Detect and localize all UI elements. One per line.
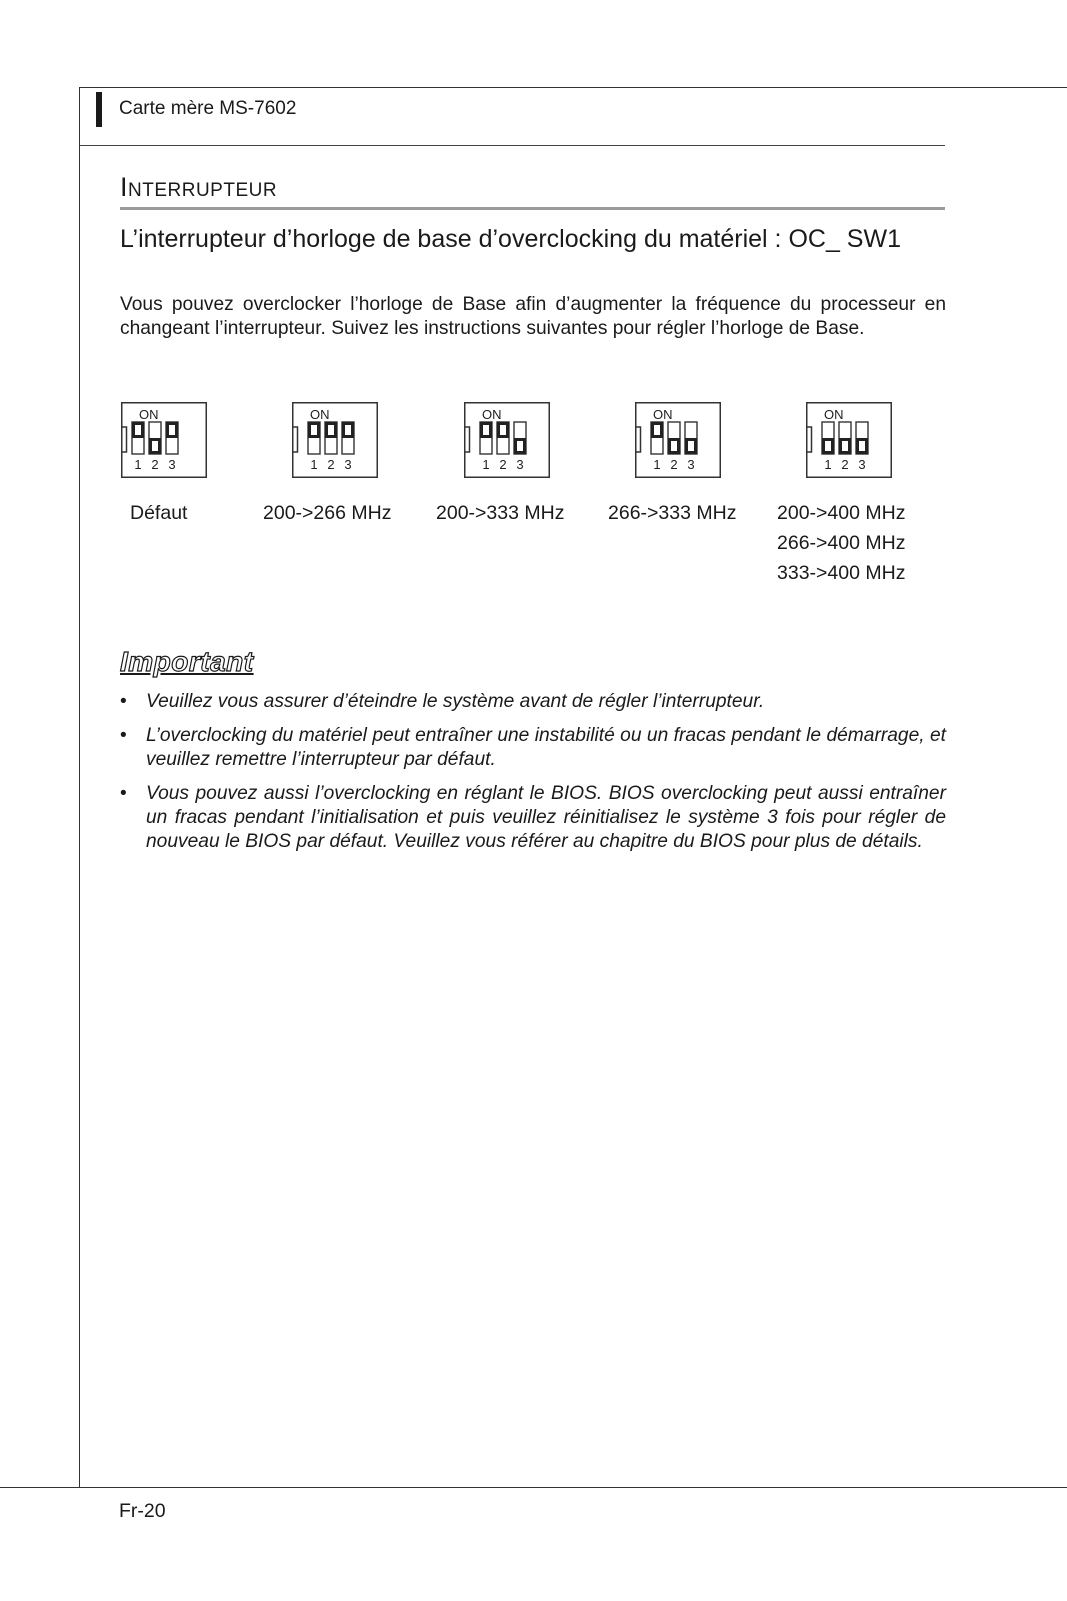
list-item xyxy=(120,782,946,854)
dip-lever-on xyxy=(168,424,177,437)
switch-setting-line: 266->333 MHz xyxy=(608,502,737,524)
dip-lever-on xyxy=(134,424,143,437)
switch-setting-line: 333->400 MHz xyxy=(777,562,906,584)
switch-setting-line: 266->400 MHz xyxy=(777,532,906,554)
section-title-rest: NTERRUPTEUR xyxy=(128,180,278,201)
dip-number: 3 xyxy=(858,457,866,472)
dip-number: 3 xyxy=(687,457,695,472)
section-title-initial: I xyxy=(120,172,129,202)
dip-lever-off xyxy=(516,440,525,453)
note-text: Veuillez vous assurer d’éteindre le système avant de régler l’interrupteur. xyxy=(146,691,765,712)
switch-setting-label xyxy=(436,498,564,528)
header-rule xyxy=(80,145,945,146)
dip-switch-diagram xyxy=(464,402,550,478)
dip-lever-on xyxy=(482,424,491,437)
dip-lever-off xyxy=(670,440,679,453)
dip-switch-svg xyxy=(806,402,892,478)
important-notes-list xyxy=(120,690,946,864)
dip-lever-off xyxy=(687,440,696,453)
dip-switch-svg xyxy=(635,402,721,478)
page-frame-bottom-line xyxy=(0,1487,1067,1488)
dip-number: 2 xyxy=(499,457,507,472)
dip-on-label: ON xyxy=(139,407,159,422)
switch-setting-label xyxy=(130,498,187,528)
section-title xyxy=(120,172,277,203)
note-text: Vous pouvez aussi l’overclocking en réglant le BIOS. BIOS overclocking peut aussi entraîner un fracas pendant l’initialisation et puis veuillez réinitialisez le système 3 fois pour régler de nouveau le BIOS par défaut. Veuillez vous référer au chapitre du BIOS pour plus de détails. xyxy=(146,783,946,852)
dip-lever-off xyxy=(858,440,867,453)
dip-switch-levers xyxy=(132,422,178,454)
dip-lever-off xyxy=(841,440,850,453)
dip-switch-svg xyxy=(292,402,378,478)
dip-lever-on xyxy=(653,424,662,437)
dip-switch-diagram xyxy=(806,402,892,478)
subtitle: L’interrupteur d’horloge de base d’overclocking du matériel : OC_ SW1 xyxy=(120,225,901,253)
body-paragraph: Vous pouvez overclocker l’horloge de Base afin d’augmenter la fréquence du processeur en changeant l’interrupteur. Suivez les instructions suivantes pour régler l’horloge de Base. xyxy=(120,294,946,339)
dip-number: 1 xyxy=(134,457,142,472)
dip-number: 2 xyxy=(841,457,849,472)
dip-switch-levers xyxy=(822,422,868,454)
important-heading: Important xyxy=(120,646,254,677)
page-frame-top-line xyxy=(80,87,1067,88)
dip-on-label: ON xyxy=(482,407,502,422)
switch-setting-line: 200->400 MHz xyxy=(777,502,906,524)
dip-lever-on xyxy=(344,424,353,437)
switch-setting-label xyxy=(608,498,736,528)
dip-lever-off xyxy=(824,440,833,453)
dip-switch-diagram xyxy=(635,402,721,478)
dip-lever-on xyxy=(327,424,336,437)
dip-switch-diagram xyxy=(121,402,207,478)
page-frame-left-line xyxy=(79,87,80,1487)
dip-number: 2 xyxy=(670,457,678,472)
dip-switch-levers xyxy=(480,422,526,454)
dip-switch-svg xyxy=(121,402,207,478)
list-item xyxy=(120,724,946,772)
dip-switch-levers xyxy=(308,422,354,454)
dip-number: 1 xyxy=(482,457,490,472)
dip-lever-on xyxy=(499,424,508,437)
switch-setting-line: 200->266 MHz xyxy=(263,502,392,524)
dip-number: 2 xyxy=(151,457,159,472)
dip-on-label: ON xyxy=(653,407,673,422)
switch-setting-label xyxy=(263,498,391,528)
dip-lever-off xyxy=(151,440,160,453)
switch-setting-label xyxy=(777,498,905,588)
page-number: Fr-20 xyxy=(119,1500,166,1522)
bullet-icon: • xyxy=(120,725,127,746)
switch-setting-line: Défaut xyxy=(130,502,188,524)
note-text: L’overclocking du matériel peut entraîner une instabilité ou un fracas pendant le démarrage, et veuillez remettre l’interrupteur par défaut. xyxy=(146,725,946,770)
dip-lever-on xyxy=(310,424,319,437)
switch-setting-line: 200->333 MHz xyxy=(436,502,565,524)
dip-switch-svg xyxy=(464,402,550,478)
header-marker-bar xyxy=(96,92,102,127)
dip-switch-levers xyxy=(651,422,697,454)
bullet-icon: • xyxy=(120,691,127,712)
list-item xyxy=(120,690,946,714)
dip-number: 1 xyxy=(824,457,832,472)
bullet-icon: • xyxy=(120,783,127,804)
dip-number: 3 xyxy=(516,457,524,472)
dip-switch-diagram xyxy=(292,402,378,478)
dip-on-label: ON xyxy=(310,407,330,422)
dip-number: 1 xyxy=(310,457,318,472)
dip-number: 3 xyxy=(168,457,176,472)
section-rule xyxy=(120,207,945,210)
dip-number: 1 xyxy=(653,457,661,472)
header-title: Carte mère MS-7602 xyxy=(119,98,297,119)
dip-number: 3 xyxy=(344,457,352,472)
dip-on-label: ON xyxy=(824,407,844,422)
dip-number: 2 xyxy=(327,457,335,472)
